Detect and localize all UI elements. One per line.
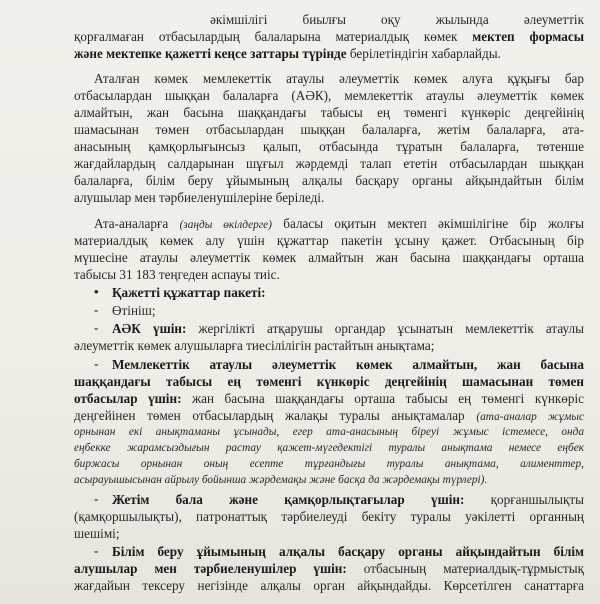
text: қорғалмаған отбасылардың балаларына материалдық көмек (74, 29, 473, 44)
dash-mark: - (94, 302, 99, 317)
doc-item-lowincome-line-5: орнынан екі анықтаманы ұсынады, егер ата-анасының біреуі жұмыс істемесе, онда (74, 426, 584, 438)
dash-mark: - (94, 491, 99, 506)
eligibility-line-5: анасының қамқорлығынсыз қалып, отбасында тұратын балаларға, төтенше (74, 139, 584, 154)
text: деңгейінен төмен отбасылардың жалақы туралы анықтамалар (74, 408, 477, 423)
lowincome-bold: Мемлекеттік атаулы әлеуметтік көмек алмайтын, жан басына (112, 357, 584, 372)
lowincome-bold: шаққандағы табысы ең төменгі күнкөріс деңгейінің шамасынан төмен (74, 374, 584, 389)
intro-line-3 (74, 45, 584, 62)
aek-bold: АӘК үшін: (112, 321, 187, 336)
eligibility-line-4: шамасынан төмен отбасылардан шыққан балаларға, жетім балаларға, ата- (74, 122, 584, 137)
doc-item-orphan-line-1 (112, 491, 584, 508)
parents-line-4: табысы 31 183 теңгеден аспауы тиіс. (74, 267, 280, 282)
intro-line-2 (74, 28, 584, 45)
board-bold: алушылар мен тәрбиеленушілер үшін: (74, 561, 347, 576)
text: отбасының материалдық-тұрмыстық (346, 561, 584, 576)
board-bold: Білім беру ұйымының алқалы басқару органы айқындайтын білім (112, 544, 584, 559)
doc-item-aek-line-2: әлеуметтік көмек алушыларға тиесілілігін растайтын анықтама; (74, 338, 435, 353)
parents-line-2: материалдық көмек алу үшін құжаттар пакетін ұсыну қажет. Отбасының бір (74, 233, 584, 248)
italic-note: (ата-аналар жұмыс (476, 411, 584, 423)
doc-item-orphan-line-2: (қамқоршылықты), патронаттық тәрбиелеуді бекіту туралы уәкілетті органның (74, 509, 584, 524)
eligibility-line-2: отбасылардан шыққан балаларға (АӘК), мемлекеттік атаулы әлеуметтік көмек (74, 88, 584, 103)
doc-item-lowincome-line-6: еңбекке жарамсыздығын растау қажет-мүгедектігі туралы анықтама немесе еңбек (74, 442, 584, 454)
text: қорғаншылықты (464, 492, 584, 507)
doc-item-application: Өтініш; (112, 303, 156, 318)
docs-heading-text: Қажетті құжаттар пакеті: (112, 285, 266, 300)
doc-item-lowincome-line-3 (74, 390, 584, 407)
lowincome-bold: отбасылар үшін: (74, 391, 182, 406)
doc-item-orphan-line-3: шешімі; (74, 526, 120, 541)
legal-reps-italic: (заңды өкілдерге) (179, 219, 272, 231)
text: жан басына шаққандағы орташа табысы ең төменгі күнкөріс (181, 391, 584, 406)
eligibility-line-3: алмайтын, жан басына шаққандағы табысы ең төменгі күнкөріс деңгейінің (74, 105, 584, 120)
eligibility-line-6: жағдайлардың салдарынан шұғыл жәрдемді талап ететін отбасылардан шыққан (74, 156, 584, 171)
doc-item-lowincome-line-1 (112, 356, 584, 373)
eligibility-line-7: балаларға, білім беру ұйымының алқалы басқару органы айқындайтын білім (74, 173, 584, 188)
doc-item-aek-line-1 (112, 320, 584, 337)
text: Ата-аналарға (94, 216, 180, 231)
school-uniform-bold: мектеп формасы (472, 29, 584, 44)
doc-item-board-line-3: жағдайын тексеру негізінде алқалы орган айқындайды. Көрсетілген санаттарға (74, 578, 584, 593)
doc-item-board-line-2 (74, 560, 584, 577)
eligibility-line-8: алушылар мен тәрбиеленушілеріне беріледі. (74, 190, 325, 205)
eligibility-line-1: Аталған көмек мемлекеттік атаулы әлеуметтік көмек алуға құқығы бар (94, 71, 584, 86)
intro-line-1 (210, 11, 584, 28)
doc-item-lowincome-line-8: асырауышысынан айрылу бойынша жәрдемақы жəне басқа да жәрдемақы түрлері). (74, 474, 488, 486)
doc-item-lowincome-line-2 (74, 373, 584, 390)
stationery-bold: және мектепке қажетті кеңсе заттары түрінде (74, 46, 347, 61)
text: жергілікті атқарушы органдар ұсынатын мемлекеттік атаулы (186, 321, 584, 336)
doc-item-lowincome-line-7: биржасы орнынан оның есепте тұрғандығы туралы анықтама, алименттер, (74, 458, 584, 470)
text: баласы оқитын мектеп әкімшілігіне бір жолғы (271, 216, 584, 231)
orphan-bold: Жетім бала және қамқорлықтағылар үшін: (112, 492, 465, 507)
docs-heading (112, 284, 584, 301)
doc-item-board-line-1 (112, 543, 584, 560)
dash-mark: - (94, 543, 99, 558)
parents-line-3: мүшесіне атаулы әлеуметтік көмек алмайтын жан басына шаққандағы орташа (74, 250, 584, 265)
bullet-mark: • (94, 284, 99, 299)
text: әкімшілігі биылғы оқу жылында әлеуметтік (210, 12, 584, 27)
dash-mark: - (94, 320, 99, 335)
dash-mark: - (94, 356, 99, 371)
text: берілетіндігін хабарлайды. (346, 46, 501, 61)
